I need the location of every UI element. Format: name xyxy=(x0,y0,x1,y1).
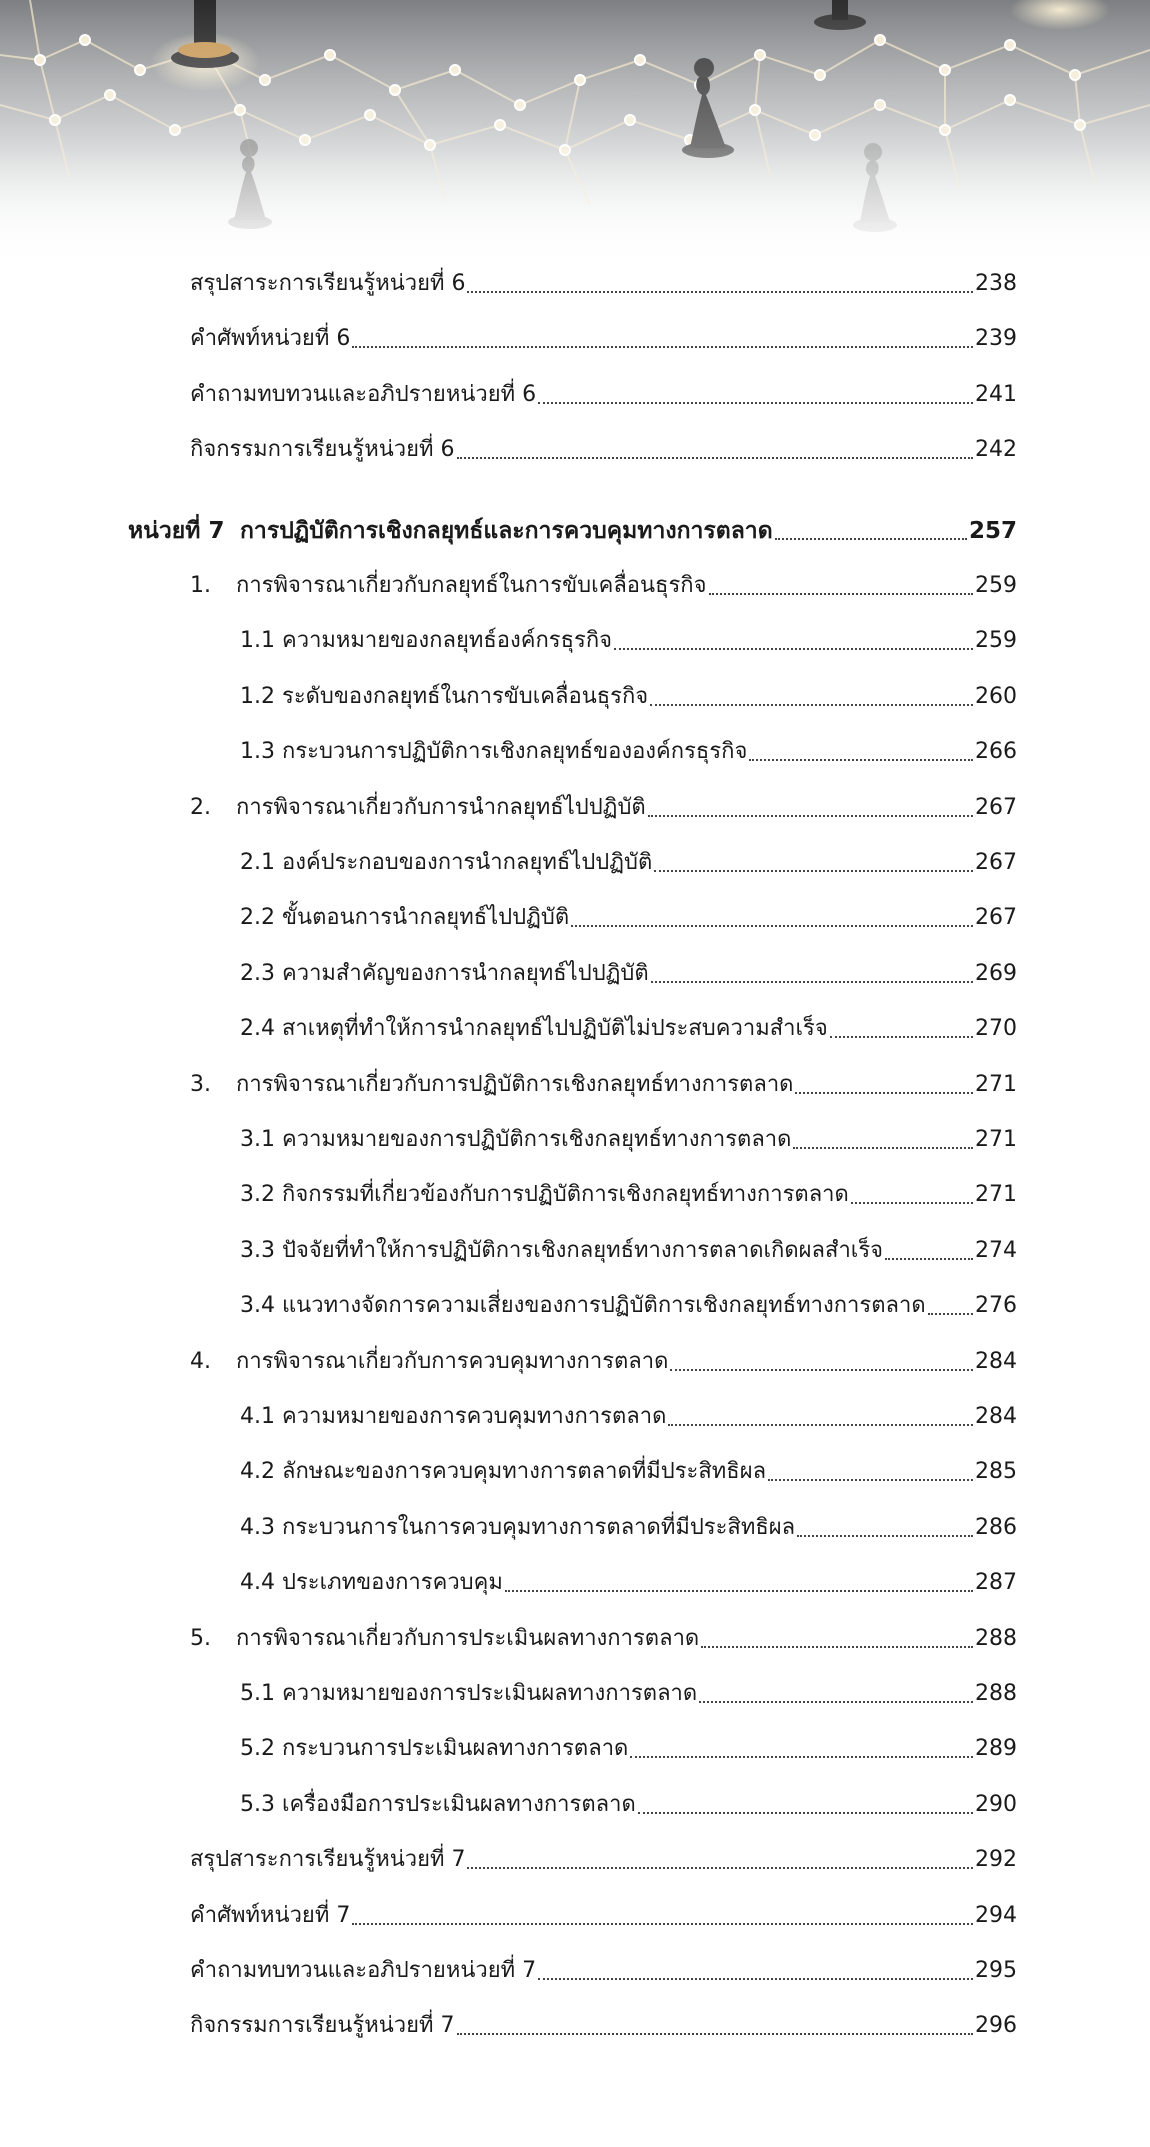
subsection-number: 3.2 xyxy=(240,1182,275,1208)
subsection-entry[interactable] xyxy=(240,898,1017,938)
subsection-title: ขั้นตอนการนำกลยุทธ์ไปปฏิบัติ xyxy=(282,905,570,931)
subsection-title: เครื่องมือการประเมินผลทางการตลาด xyxy=(282,1791,636,1817)
toc-page-number: 267 xyxy=(975,905,1017,931)
subsection-entry[interactable] xyxy=(240,1175,1017,1215)
leader-dots xyxy=(614,648,973,650)
section-number: 3. xyxy=(190,1071,211,1097)
subsection-title: กระบวนการปฏิบัติการเชิงกลยุทธ์ขององค์กรธุรกิจ xyxy=(282,739,748,765)
toc-entry[interactable] xyxy=(190,264,1017,304)
subsection-title: ความหมายของการประเมินผลทางการตลาด xyxy=(282,1681,698,1706)
subsection-entry[interactable] xyxy=(240,677,1017,717)
subsection-number: 5.1 xyxy=(240,1681,275,1706)
toc-entry[interactable] xyxy=(190,1896,1017,1936)
toc-entry[interactable] xyxy=(190,375,1017,415)
toc-page-number: 287 xyxy=(975,1570,1017,1596)
section-title: การพิจารณาเกี่ยวกับการนำกลยุทธ์ไปปฏิบัติ xyxy=(236,794,646,820)
subsection-number: 1.1 xyxy=(240,628,275,654)
leader-dots xyxy=(352,1923,973,1925)
section-entry[interactable] xyxy=(190,788,1017,828)
leader-dots xyxy=(352,346,973,348)
subsection-number: 4.4 xyxy=(240,1570,275,1596)
subsection-entry[interactable] xyxy=(240,1508,1017,1548)
leader-dots xyxy=(648,815,973,817)
section-entry[interactable] xyxy=(190,1619,1017,1659)
toc-entry-title: สรุปสาระการเรียนรู้หน่วยที่ 7 xyxy=(190,1847,466,1873)
subsection-number: 1.2 xyxy=(240,683,275,709)
toc-page-number: 271 xyxy=(975,1071,1017,1097)
subsection-entry[interactable] xyxy=(240,1286,1017,1326)
subsection-number: 5.2 xyxy=(240,1736,275,1762)
leader-dots xyxy=(651,981,973,983)
subsection-number: 2.4 xyxy=(240,1016,275,1042)
subsection-entry[interactable] xyxy=(240,843,1017,883)
toc-page-number: 284 xyxy=(975,1404,1017,1429)
subsection-title: แนวทางจัดการความเสี่ยงของการปฏิบัติการเชิงกลยุทธ์ทางการตลาด xyxy=(282,1293,926,1319)
toc-page-number: 269 xyxy=(975,960,1017,986)
toc-entry[interactable] xyxy=(190,319,1017,359)
subsection-number: 2.3 xyxy=(240,960,275,986)
subsection-entry[interactable] xyxy=(240,1674,1017,1714)
leader-dots xyxy=(505,1590,973,1592)
unit-number: หน่วยที่ 7 xyxy=(128,517,225,544)
toc-page-number: 292 xyxy=(975,1847,1017,1873)
toc-page-number: 288 xyxy=(975,1681,1017,1706)
subsection-entry[interactable] xyxy=(240,1120,1017,1160)
leader-dots xyxy=(851,1202,973,1204)
toc-page-number: 257 xyxy=(968,517,1017,544)
toc-page-number: 267 xyxy=(975,794,1017,820)
toc-page-number: 267 xyxy=(975,850,1017,875)
leader-dots xyxy=(793,1147,973,1149)
subsection-entry[interactable] xyxy=(240,954,1017,994)
subsection-entry[interactable] xyxy=(240,1452,1017,1492)
subsection-number: 4.1 xyxy=(240,1404,275,1429)
toc-page-number: 260 xyxy=(975,683,1017,709)
section-title: การพิจารณาเกี่ยวกับการปฏิบัติการเชิงกลยุทธ์ทางการตลาด xyxy=(236,1071,794,1097)
toc-entry[interactable] xyxy=(190,2006,1017,2046)
subsection-title: ปัจจัยที่ทำให้การปฏิบัติการเชิงกลยุทธ์ทางการตลาดเกิดผลสำเร็จ xyxy=(282,1237,884,1263)
toc-entry-title: คำศัพท์หน่วยที่ 6 xyxy=(190,326,351,352)
leader-dots xyxy=(571,925,973,927)
subsection-number: 4.2 xyxy=(240,1459,275,1485)
toc-entry[interactable] xyxy=(190,1840,1017,1880)
leader-dots xyxy=(638,1812,973,1814)
toc-page-number: 276 xyxy=(975,1293,1017,1319)
toc-page-number: 288 xyxy=(975,1625,1017,1651)
toc-page-number: 271 xyxy=(975,1182,1017,1208)
toc-entry-title: กิจกรรมการเรียนรู้หน่วยที่ 7 xyxy=(190,2013,455,2039)
toc-page-number: 286 xyxy=(975,1514,1017,1540)
subsection-entry[interactable] xyxy=(240,732,1017,772)
leader-dots xyxy=(467,291,973,293)
subsection-entry[interactable] xyxy=(240,1785,1017,1825)
subsection-title: ลักษณะของการควบคุมทางการตลาดที่มีประสิทธิผล xyxy=(282,1459,767,1485)
section-number: 5. xyxy=(190,1625,211,1651)
subsection-entry[interactable] xyxy=(240,621,1017,661)
toc-page-number: 270 xyxy=(975,1016,1017,1042)
leader-dots xyxy=(749,759,973,761)
subsection-entry[interactable] xyxy=(240,1231,1017,1271)
toc-page-number: 242 xyxy=(975,437,1017,463)
subsection-title: กิจกรรมที่เกี่ยวข้องกับการปฏิบัติการเชิงกลยุทธ์ทางการตลาด xyxy=(282,1182,849,1208)
leader-dots xyxy=(701,1646,973,1648)
toc-page-number: 284 xyxy=(975,1348,1017,1374)
toc-page-number: 239 xyxy=(975,326,1017,352)
leader-dots xyxy=(668,1424,973,1426)
toc-page-number: 295 xyxy=(975,1958,1017,1983)
subsection-title: ประเภทของการควบคุม xyxy=(282,1570,503,1596)
subsection-entry[interactable] xyxy=(240,1729,1017,1769)
toc-page-number: 271 xyxy=(975,1127,1017,1152)
subsection-entry[interactable] xyxy=(240,1009,1017,1049)
toc-page-number: 241 xyxy=(975,381,1017,407)
section-number: 2. xyxy=(190,794,211,820)
subsection-number: 4.3 xyxy=(240,1514,275,1540)
leader-dots xyxy=(768,1479,973,1481)
subsection-number: 3.3 xyxy=(240,1237,275,1263)
toc-entry[interactable] xyxy=(190,1951,1017,1991)
leader-dots xyxy=(830,1036,973,1038)
leader-dots xyxy=(538,402,973,404)
toc-page-number: 259 xyxy=(975,628,1017,654)
leader-dots xyxy=(885,1258,973,1260)
subsection-number: 5.3 xyxy=(240,1791,275,1817)
toc-entry[interactable] xyxy=(190,430,1017,470)
subsection-title: ระดับของกลยุทธ์ในการขับเคลื่อนธุรกิจ xyxy=(282,683,649,709)
toc-entry-title: คำศัพท์หน่วยที่ 7 xyxy=(190,1902,351,1928)
section-number: 4. xyxy=(190,1348,211,1374)
leader-dots xyxy=(630,1756,973,1758)
toc-page-number: 290 xyxy=(975,1791,1017,1817)
leader-dots xyxy=(795,1092,973,1094)
leader-dots xyxy=(709,593,973,595)
leader-dots xyxy=(928,1313,973,1315)
leader-dots xyxy=(538,1978,973,1980)
toc-page-number: 266 xyxy=(975,739,1017,765)
toc-entry-title: คำถามทบทวนและอภิปรายหน่วยที่ 6 xyxy=(190,381,537,407)
subsection-title: ความหมายของกลยุทธ์องค์กรธุรกิจ xyxy=(282,628,613,654)
unit-title: การปฏิบัติการเชิงกลยุทธ์และการควบคุมทางการตลาด xyxy=(240,517,773,544)
subsection-number: 2.1 xyxy=(240,850,275,875)
leader-dots xyxy=(797,1535,973,1537)
leader-dots xyxy=(670,1369,973,1371)
subsection-title: กระบวนการในการควบคุมทางการตลาดที่มีประสิทธิผล xyxy=(282,1514,796,1540)
toc-entry-title: กิจกรรมการเรียนรู้หน่วยที่ 6 xyxy=(190,437,455,463)
subsection-number: 2.2 xyxy=(240,905,275,931)
section-title: การพิจารณาเกี่ยวกับการควบคุมทางการตลาด xyxy=(236,1348,669,1374)
subsection-title: กระบวนการประเมินผลทางการตลาด xyxy=(282,1736,629,1762)
toc-page-number: 274 xyxy=(975,1237,1017,1263)
leader-dots xyxy=(457,2033,973,2035)
toc-page-number: 285 xyxy=(975,1459,1017,1485)
leader-dots xyxy=(467,1867,973,1869)
section-title: การพิจารณาเกี่ยวกับกลยุทธ์ในการขับเคลื่อนธุรกิจ xyxy=(236,573,707,598)
section-entry[interactable] xyxy=(190,1342,1017,1382)
subsection-number: 1.3 xyxy=(240,739,275,765)
leader-dots xyxy=(654,870,973,872)
subsection-number: 3.4 xyxy=(240,1293,275,1319)
leader-dots xyxy=(457,457,973,459)
toc-page-number: 294 xyxy=(975,1902,1017,1928)
toc-entry-title: สรุปสาระการเรียนรู้หน่วยที่ 6 xyxy=(190,271,466,296)
leader-dots xyxy=(775,538,967,540)
unit-heading[interactable] xyxy=(128,511,1017,551)
toc-page-number: 289 xyxy=(975,1736,1017,1762)
section-title: การพิจารณาเกี่ยวกับการประเมินผลทางการตลาด xyxy=(236,1625,700,1651)
section-entry[interactable] xyxy=(190,566,1017,606)
section-number: 1. xyxy=(190,573,211,598)
subsection-title: ความหมายของการควบคุมทางการตลาด xyxy=(282,1404,667,1429)
subsection-title: ความสำคัญของการนำกลยุทธ์ไปปฏิบัติ xyxy=(282,960,649,986)
leader-dots xyxy=(650,704,973,706)
toc-page-number: 238 xyxy=(975,271,1017,296)
section-entry[interactable] xyxy=(190,1065,1017,1105)
subsection-title: ความหมายของการปฏิบัติการเชิงกลยุทธ์ทางการตลาด xyxy=(282,1127,792,1152)
subsection-title: สาเหตุที่ทำให้การนำกลยุทธ์ไปปฏิบัติไม่ประสบความสำเร็จ xyxy=(282,1016,828,1042)
subsection-entry[interactable] xyxy=(240,1563,1017,1603)
subsection-entry[interactable] xyxy=(240,1397,1017,1437)
toc-page-number: 259 xyxy=(975,573,1017,598)
subsection-number: 3.1 xyxy=(240,1127,275,1152)
toc-page-number: 296 xyxy=(975,2013,1017,2039)
subsection-title: องค์ประกอบของการนำกลยุทธ์ไปปฏิบัติ xyxy=(282,850,653,875)
toc-entry-title: คำถามทบทวนและอภิปรายหน่วยที่ 7 xyxy=(190,1958,537,1983)
leader-dots xyxy=(699,1701,973,1703)
